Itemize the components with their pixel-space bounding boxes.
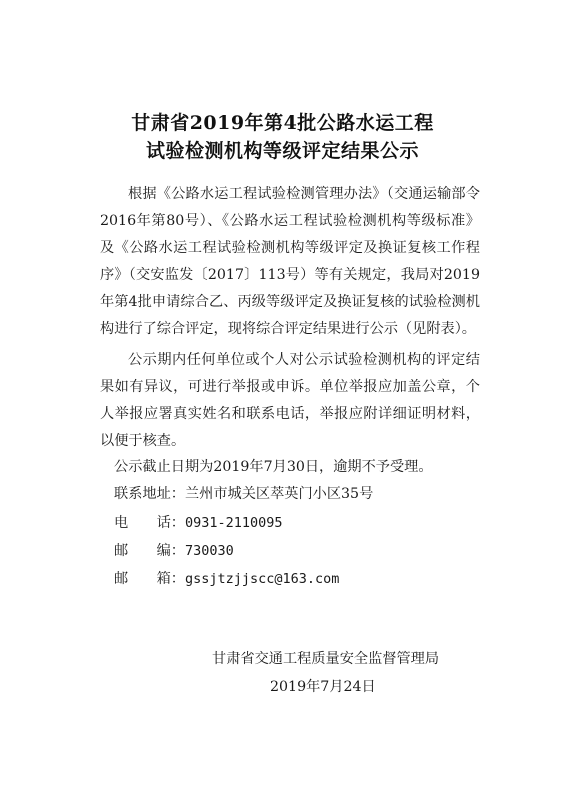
- contact-phone: [114, 510, 283, 537]
- contact-address-label: 联系地址：: [114, 486, 185, 502]
- signature-organization: 甘肃省交通工程质量安全监督管理局: [212, 651, 440, 667]
- contact-postcode-label: 邮 编：: [114, 543, 185, 559]
- contact-address: [114, 481, 373, 508]
- body-paragraph-2: 公示期内任何单位或个人对公示试验检测机构的评定结果如有异议，可进行举报或申诉。单位举报应加盖公章，个人举报应署真实姓名和联系电话，举报应附详细证明材料，以便于核查。: [100, 352, 480, 449]
- body-paragraph-1: 根据《公路水运工程试验检测管理办法》（交通运输部令2016年第80号）、《公路水运工程试验检测机构等级标准》及《公路水运工程试验检测机构等级评定及换证复核工作程序》（交安监发〔2017〕113号）等有关规定，我局对2019年第4批申请综合乙、丙级等级评定及换证复核的试验检测机构进行了综合评定，现将综合评定结果进行公示（见附表）。: [100, 186, 480, 337]
- contact-postcode: [114, 538, 234, 565]
- document-title-line-1: 甘肃省2019年第4批公路水运工程: [131, 112, 434, 134]
- contact-address-value: 兰州市城关区萃英门小区35号: [184, 486, 374, 502]
- contact-email-label: 邮 箱：: [114, 571, 185, 587]
- signature-date: 2019年7月24日: [270, 679, 376, 695]
- deadline-notice: 公示截止日期为2019年7月30日，逾期不予受理。: [114, 459, 433, 475]
- contact-phone-value: 0931-2110095: [184, 515, 283, 531]
- document-title-line-2: 试验检测机构等级评定结果公示: [145, 140, 419, 162]
- contact-email: [114, 566, 339, 593]
- contact-email-value: gssjtzjjscc@163.com: [184, 571, 340, 587]
- contact-postcode-value: 730030: [184, 543, 234, 559]
- contact-phone-label: 电 话：: [114, 515, 185, 531]
